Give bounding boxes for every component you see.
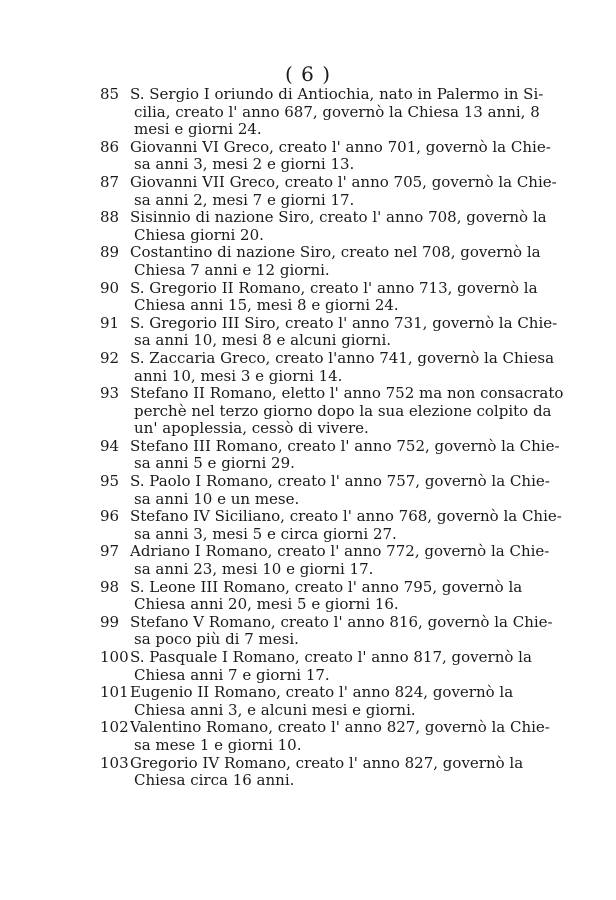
pope-entry <box>100 719 580 754</box>
entry-number: 100 <box>100 648 129 666</box>
entry-number: 101 <box>100 683 129 702</box>
entry-line: Chiesa 7 anni e 12 giorni. <box>134 260 330 279</box>
entry-line: cilia, creato l' anno 687, governò la Chiesa 13 anni, 8 <box>134 102 540 121</box>
entry-line: perchè nel terzo giorno dopo la sua elezione colpito da <box>134 401 552 420</box>
pope-entry <box>100 244 580 279</box>
pope-entry <box>100 385 580 438</box>
entry-line: S. Paolo I Romano, creato l' anno 757, governò la Chie- <box>130 472 550 491</box>
entry-number: 102 <box>100 718 129 737</box>
entry-number: 92 <box>100 348 120 367</box>
entry-line: Gregorio IV Romano, creato l' anno 827, governò la <box>130 753 524 772</box>
entry-number: 85 <box>100 85 120 103</box>
entry-line: Chiesa anni 3, e alcuni mesi e giorni. <box>134 700 416 719</box>
pope-entry <box>100 508 580 543</box>
pope-entry <box>100 280 580 315</box>
pope-entry <box>100 649 580 684</box>
entry-line: Costantino di nazione Siro, creato nel 708, governò la <box>130 243 541 262</box>
entry-line: Chiesa anni 20, mesi 5 e giorni 16. <box>134 595 399 614</box>
entry-line: Stefano V Romano, creato l' anno 816, governò la Chie- <box>130 612 553 631</box>
entry-line: S. Sergio I oriundo di Antiochia, nato in Palermo in Si- <box>130 85 544 103</box>
pope-entry <box>100 86 580 139</box>
entry-line: Valentino Romano, creato l' anno 827, governò la Chie- <box>130 718 550 737</box>
entry-line: Stefano IV Siciliano, creato l' anno 768, governò la Chie- <box>130 507 562 526</box>
pope-entry <box>100 438 580 473</box>
entry-line: S. Gregorio II Romano, creato l' anno 713, governò la <box>130 278 538 297</box>
pope-entry <box>100 209 580 244</box>
entry-line: sa mese 1 e giorni 10. <box>134 735 302 754</box>
pope-list <box>100 86 580 790</box>
pope-entry <box>100 350 580 385</box>
pope-entry <box>100 543 580 578</box>
entry-number: 88 <box>100 208 120 227</box>
entry-line: sa anni 3, mesi 2 e giorni 13. <box>134 155 355 174</box>
entry-number: 97 <box>100 542 120 561</box>
entry-line: sa anni 3, mesi 5 e circa giorni 27. <box>134 524 397 543</box>
entry-line: sa anni 10, mesi 8 e alcuni giorni. <box>134 331 392 350</box>
entry-line: un' apoplessia, cessò di vivere. <box>134 419 369 438</box>
pope-entry <box>100 473 580 508</box>
entry-number: 99 <box>100 612 120 631</box>
entry-line: sa anni 10 e un mese. <box>134 489 300 508</box>
entry-line: Eugenio II Romano, creato l' anno 824, governò la <box>130 683 514 702</box>
entry-line: mesi e giorni 24. <box>134 120 262 139</box>
entry-line: sa anni 5 e giorni 29. <box>134 454 295 473</box>
page-number: ( 6 ) <box>284 62 332 86</box>
entry-line: sa anni 2, mesi 7 e giorni 17. <box>134 190 355 209</box>
pope-entry <box>100 174 580 209</box>
entry-number: 86 <box>100 137 120 156</box>
entry-number: 91 <box>100 313 120 332</box>
entry-number: 89 <box>100 243 120 262</box>
entry-number: 98 <box>100 577 120 596</box>
entry-line: anni 10, mesi 3 e giorni 14. <box>134 366 343 385</box>
pope-entry <box>100 139 580 174</box>
entry-number: 103 <box>100 753 129 772</box>
pope-entry <box>100 684 580 719</box>
entry-number: 93 <box>100 384 120 403</box>
entry-line: Giovanni VII Greco, creato l' anno 705, governò la Chie- <box>130 172 557 191</box>
entry-number: 94 <box>100 436 120 455</box>
entry-line: Sisinnio di nazione Siro, creato l' anno 708, governò la <box>130 208 547 227</box>
entry-line: Giovanni VI Greco, creato l' anno 701, governò la Chie- <box>130 137 551 156</box>
pope-entry <box>100 315 580 350</box>
entry-number: 90 <box>100 278 120 297</box>
entry-line: Chiesa circa 16 anni. <box>134 771 295 790</box>
entry-line: Adriano I Romano, creato l' anno 772, governò la Chie- <box>130 542 550 561</box>
entry-line: Stefano III Romano, creato l' anno 752, governò la Chie- <box>130 436 560 455</box>
entry-number: 96 <box>100 507 120 526</box>
pope-entry <box>100 755 580 790</box>
entry-line: sa anni 23, mesi 10 e giorni 17. <box>134 560 374 579</box>
pope-entry <box>100 614 580 649</box>
entry-line: Chiesa giorni 20. <box>134 225 264 244</box>
entry-line: S. Leone III Romano, creato l' anno 795, governò la <box>130 577 523 596</box>
entry-line: S. Pasquale I Romano, creato l' anno 817, governò la <box>130 648 532 666</box>
pope-entry <box>100 579 580 614</box>
entry-line: S. Zaccaria Greco, creato l'anno 741, governò la Chiesa <box>130 348 555 367</box>
entry-number: 87 <box>100 172 120 191</box>
entry-line: Stefano II Romano, eletto l' anno 752 ma non consacrato <box>130 384 564 403</box>
entry-number: 95 <box>100 472 120 491</box>
entry-line: Chiesa anni 15, mesi 8 e giorni 24. <box>134 296 399 315</box>
entry-line: sa poco più di 7 mesi. <box>134 630 299 649</box>
entry-line: S. Gregorio III Siro, creato l' anno 731, governò la Chie- <box>130 313 558 332</box>
entry-line: Chiesa anni 7 e giorni 17. <box>134 665 330 684</box>
